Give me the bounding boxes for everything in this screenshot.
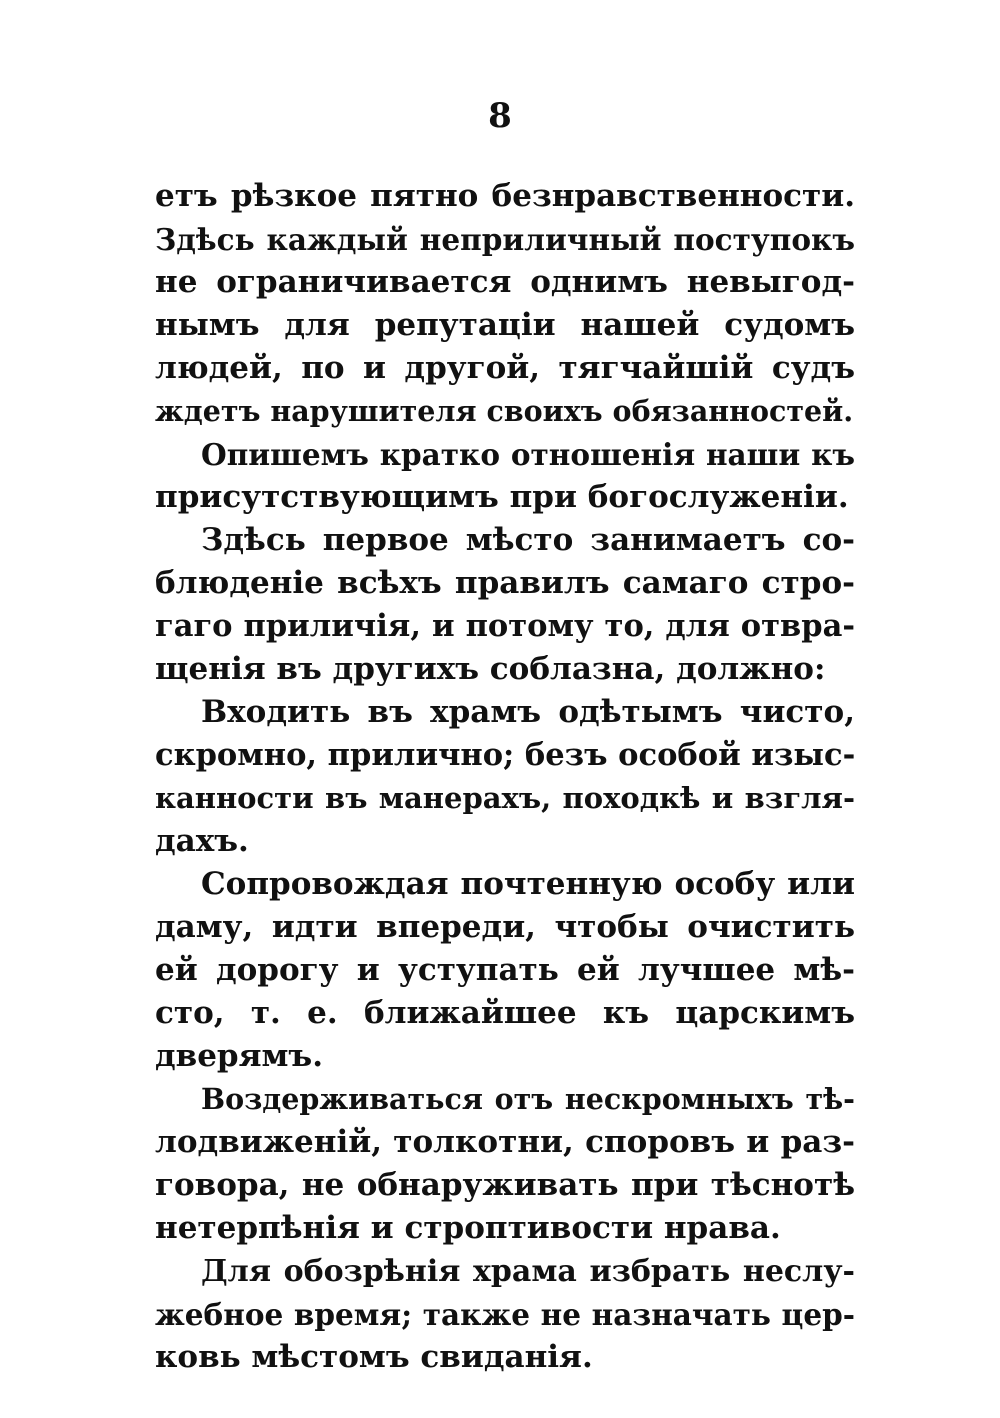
text-line: лодвиженій, толкотни, споровъ и раз- <box>155 1124 855 1160</box>
text-line: Опишемъ кратко отношенія наши къ <box>201 437 855 472</box>
text-line: гаго приличія, и потому то, для отвра- <box>155 608 855 644</box>
text-line: Здѣсь первое мѣсто занимаетъ со- <box>201 522 855 558</box>
text-line: скромно, прилично; безъ особой изыс- <box>155 737 856 773</box>
text-line: жебное время; также не назначать цер- <box>155 1297 855 1332</box>
text-line: даму, идти впереди, чтобы очистить <box>155 909 855 945</box>
text-line: дверямъ. <box>155 1038 324 1074</box>
text-line: ковь мѣстомъ свиданія. <box>155 1339 593 1375</box>
page-number: 8 <box>488 96 512 136</box>
text-line: людей, по и другой, тягчайшій судъ <box>155 350 855 386</box>
text-line: присутствующимъ при богослуженіи. <box>155 479 849 515</box>
text-line: Для обозрѣнія храма избрать неслу- <box>201 1254 855 1289</box>
text-line: блюденіе всѣхъ правилъ самаго стро- <box>155 565 855 601</box>
text-line: нетерпѣнія и строптивости нрава. <box>155 1210 781 1246</box>
text-line: ждетъ нарушителя своихъ обязанностей. <box>155 394 854 428</box>
text-line: Сопровождая почтенную особу или <box>201 866 855 902</box>
text-line: Здѣсь каждый неприличный поступокъ <box>155 222 855 257</box>
text-line: не ограничивается однимъ невыгод- <box>155 264 855 300</box>
text-line: етъ рѣзкое пятно безнравственности. <box>155 178 855 214</box>
text-line: дахъ. <box>155 823 249 859</box>
text-line: канности въ манерахъ, походкѣ и взгля- <box>155 781 855 815</box>
text-line: Входить въ храмъ одѣтымъ чисто, <box>201 694 855 730</box>
text-line: Воздерживаться отъ нескромныхъ тѣ- <box>201 1082 855 1116</box>
text-line: ей дорогу и уступать ей лучшее мѣ- <box>155 952 855 988</box>
text-line: щенія въ другихъ соблазна, должно: <box>155 651 826 687</box>
body-text <box>155 175 855 1379</box>
text-line: говора, не обнаруживать при тѣснотѣ <box>155 1167 855 1203</box>
text-line: сто, т. е. ближайшее къ царскимъ <box>155 995 855 1031</box>
text-line: нымъ для репутаціи нашей судомъ <box>155 307 855 343</box>
